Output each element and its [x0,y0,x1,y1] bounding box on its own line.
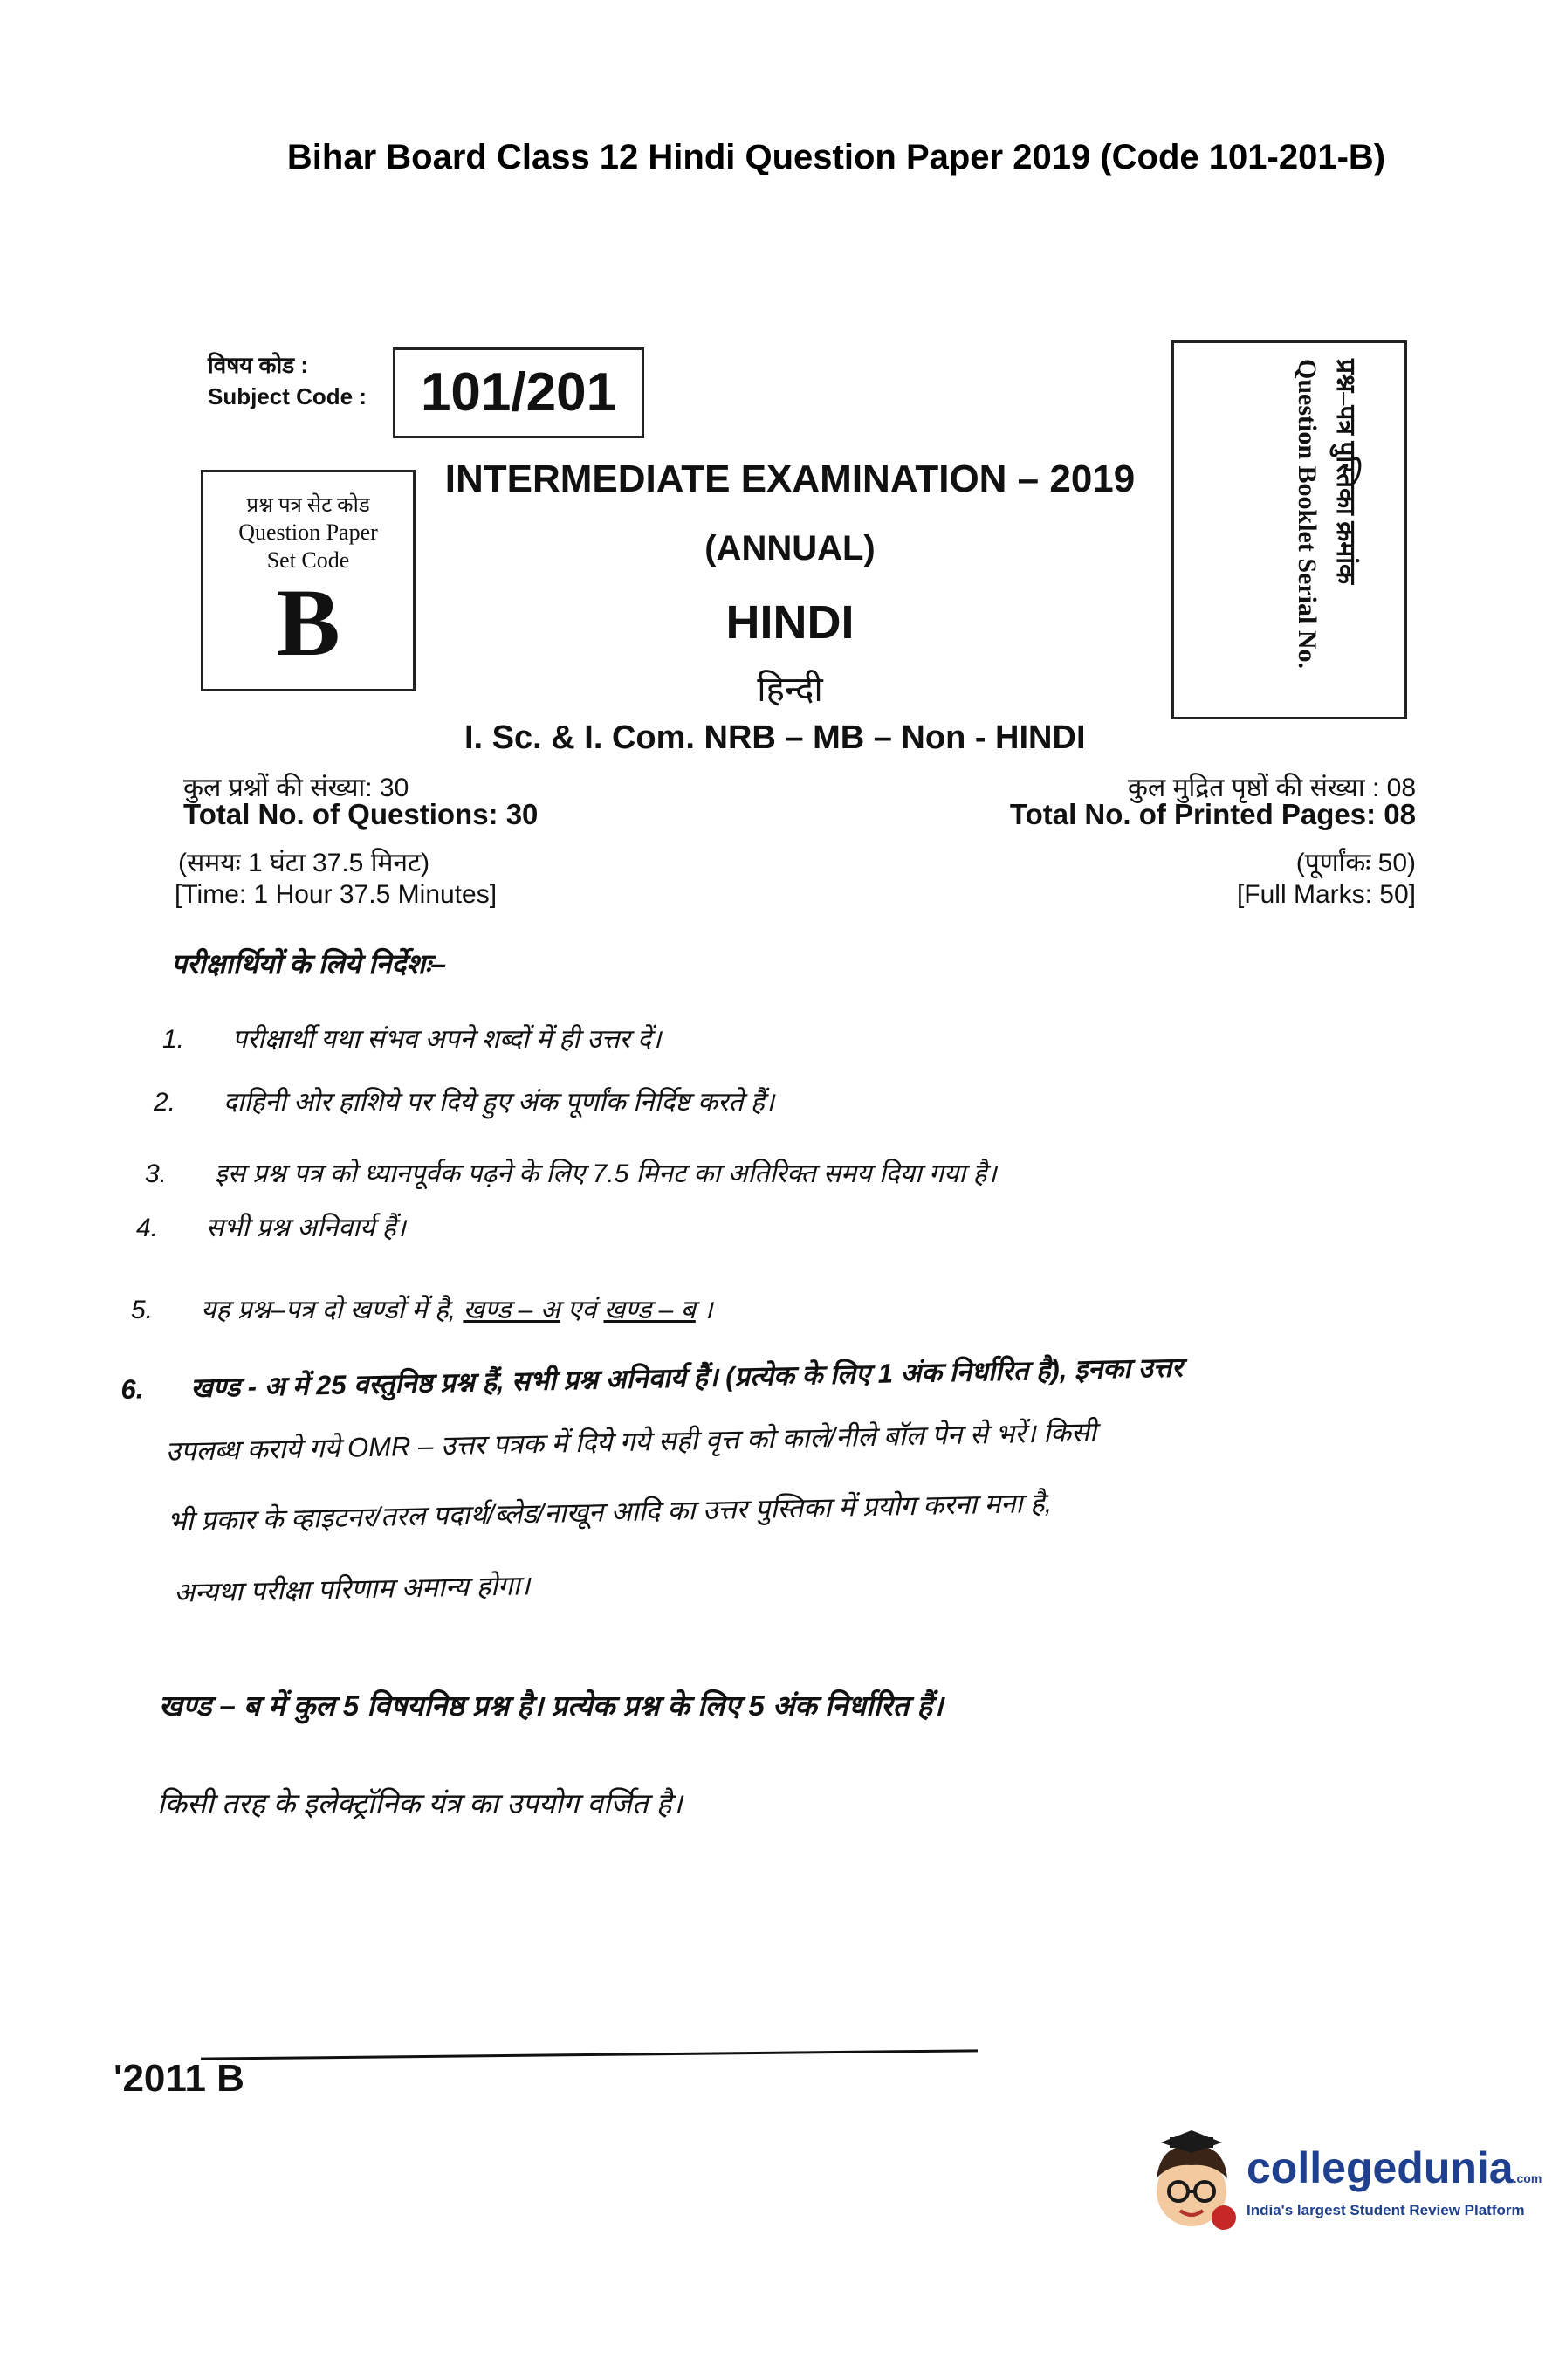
instruction-number: 4. [136,1214,159,1242]
set-code-label-hi: प्रश्न पत्र सेट कोड [246,494,370,517]
time-hi: (समयः 1 घंटा 37.5 मिनट) [178,849,430,877]
instruction-text: एवं [560,1296,604,1324]
section-b-note: खण्ड – ब में कुल 5 विषयनिष्ठ प्रश्न है। प्रत्येक प्रश्न के लिए 5 अंक निर्धारित हैं। [159,1689,944,1722]
set-code-label-en-1: Question Paper [238,519,378,545]
instruction-text: परीक्षार्थी यथा संभव अपने शब्दों में ही उत्तर दें। [232,1025,662,1054]
instruction-number: 3. [145,1159,168,1188]
instruction-text: सभी प्रश्न अनिवार्य हैं। [206,1214,406,1242]
total-pages-en: Total No. of Printed Pages: 08 [1009,798,1416,830]
collegedunia-logo [1143,2130,1542,2244]
subject-code-label [208,349,367,412]
instruction-text: दाहिनी ओर हाशिये पर दिये हुए अंक पूर्णांक निर्दिष्ट करते हैं। [223,1088,775,1117]
instruction-text: अन्यथा परीक्षा परिणाम अमान्य होगा। [173,1570,531,1608]
mascot-icon [1143,2130,1240,2244]
logo-suffix: .com [1513,2171,1542,2185]
instruction-text: उपलब्ध कराये गये OMR – उत्तर पत्रक में दिये गये सही वृत्त को काले/नीले बॉल पेन से भरें। किसी [165,1416,1097,1467]
instruction-text: इस प्रश्न पत्र को ध्यानपूर्वक पढ़ने के लिए 7.5 मिनट का अतिरिक्त समय दिया गया है। [215,1159,997,1188]
logo-wordmark [1247,2143,1542,2193]
subject-code-box: 101/201 [393,347,644,438]
subject-code-label-hi: विषय कोड : [208,352,309,378]
set-code-label-en-2: Set Code [266,547,350,573]
instruction-text: यह प्रश्न–पत्र दो खण्डों में है, [201,1296,464,1324]
booklet-serial-label-hi: प्रश्न–पत्र पुस्तिका क्रमांक [1331,359,1360,585]
set-code-value: B [276,569,340,676]
total-pages-hi: कुल मुद्रित पृष्ठों की संख्या : 08 [1127,774,1416,802]
total-questions-en: Total No. of Questions: 30 [183,798,539,830]
booklet-serial-label-en: Question Booklet Serial No. [1293,359,1322,670]
exam-type: (ANNUAL) [704,529,876,567]
instruction-number: 2. [154,1088,176,1117]
instruction-text: भी प्रकार के व्हाइटनर/तरल पदार्थ/ब्लेड/नाखून आदि का उत्तर पुस्तिका में प्रयोग करना मना है, [167,1487,1053,1537]
instruction-item [154,1083,1446,1118]
instruction-text: खण्ड - अ में 25 वस्तुनिष्ठ प्रश्न हैं, सभी प्रश्न अनिवार्य हैं। (प्रत्येक के लिए 1 अंक निर्धारित है), इनका उत्तर [190,1352,1184,1404]
section-b-label: खण्ड – ब [603,1296,696,1324]
instruction-item [145,1154,1437,1190]
time-en: [Time: 1 Hour 37.5 Minutes] [175,880,498,909]
subject-code-label-en: Subject Code : [208,383,367,409]
logo-name: collegedunia [1247,2143,1514,2192]
electronic-devices-note: किसी तरह के इलेक्ट्रॉनिक यंत्र का उपयोग वर्जित है। [157,1787,683,1819]
exam-name: INTERMEDIATE EXAMINATION – 2019 [444,457,1136,500]
instruction-item [120,1352,1412,1612]
full-marks-hi: (पूर्णांकः 50) [1295,849,1416,877]
question-paper-set-code-box [201,470,416,691]
footer-code: '2011 B [113,2057,244,2100]
instruction-item [162,1020,1454,1056]
subject-name-hi: हिन्दी [757,671,823,709]
instruction-number: 6. [120,1373,144,1405]
instruction-item [131,1290,1423,1326]
instruction-number: 5. [131,1296,154,1324]
booklet-serial-labels [1288,359,1364,669]
subject-name-en: HINDI [725,596,855,649]
instruction-number: 1. [162,1025,185,1054]
full-marks-en: [Full Marks: 50] [1236,880,1416,909]
booklet-serial-box [1171,340,1407,719]
instruction-item [136,1208,1428,1244]
instructions-heading: परीक्षार्थियों के लिये निर्देशः– [171,948,447,980]
footer-divider [201,2049,978,2060]
instruction-text: । [695,1296,713,1324]
total-questions-hi: कुल प्रश्नों की संख्या: 30 [183,774,409,802]
page-header-title: Bihar Board Class 12 Hindi Question Paper 2019 (Code 101-201-B) [286,138,1386,176]
section-a-label: खण्ड – अ [463,1296,560,1324]
logo-tagline: India's largest Student Review Platform [1247,2202,1525,2218]
stream-line: I. Sc. & I. Com. NRB – MB – Non - HINDI [464,719,1086,756]
